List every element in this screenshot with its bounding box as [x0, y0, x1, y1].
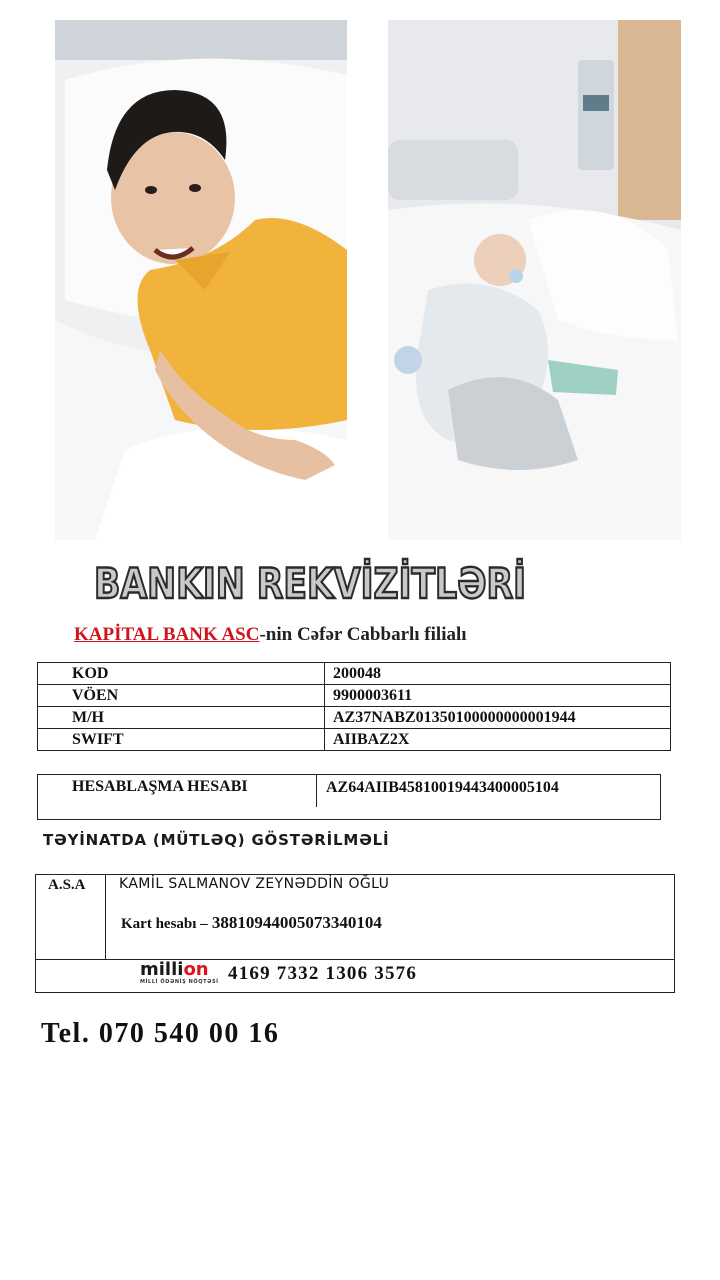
million-number: 4169 7332 1306 3576 [228, 963, 418, 984]
card-account-number: 38810944005073340104 [211, 913, 382, 932]
settlement-account-box [37, 774, 661, 820]
divider [36, 959, 674, 960]
table-row [38, 729, 671, 751]
requisite-value: AIIBAZ2X [325, 729, 671, 751]
divider [105, 875, 106, 959]
page-title [92, 552, 619, 608]
phone-number: Tel. 070 540 00 16 [41, 1018, 280, 1049]
requisites-table [37, 662, 671, 751]
recipient-name: KAMİL SALMANOV ZEYNƏDDİN OĞLU [119, 876, 390, 892]
recipient-label: A.S.A [48, 877, 86, 893]
requisite-label: KOD [38, 663, 325, 685]
purpose-note: TƏYİNATDA (MÜTLƏQ) GÖSTƏRİLMƏLİ [43, 831, 390, 849]
requisite-value: AZ37NABZ01350100000000001944 [325, 707, 671, 729]
requisite-value: 9900003611 [325, 685, 671, 707]
svg-text:BANKIN REKVİZİTLƏRİ: BANKIN REKVİZİTLƏRİ [94, 559, 619, 608]
requisite-label: M/H [38, 707, 325, 729]
card-account-line [121, 913, 382, 933]
divider [316, 775, 317, 807]
requisite-label: SWIFT [38, 729, 325, 751]
settlement-account-label: HESABLAŞMA HESABI [72, 778, 248, 795]
settlement-account-value: AZ64AIIB45810019443400005104 [326, 779, 559, 796]
million-logo: million MİLLİ ÖDƏNİŞ NÖQTƏSİ [140, 959, 219, 985]
recipient-box [35, 874, 675, 993]
branch-name: -nin Cəfər Cabbarlı filialı [259, 624, 467, 645]
requisite-value: 200048 [325, 663, 671, 685]
table-row [38, 707, 671, 729]
requisite-label: VÖEN [38, 685, 325, 707]
bank-name: KAPİTAL BANK ASC [74, 624, 260, 645]
child-photo-left [55, 20, 347, 540]
card-account-label: Kart hesabı – [121, 916, 208, 932]
child-photo-right [388, 20, 681, 540]
table-row [38, 685, 671, 707]
bank-branch-line [74, 624, 467, 646]
table-row [38, 663, 671, 685]
